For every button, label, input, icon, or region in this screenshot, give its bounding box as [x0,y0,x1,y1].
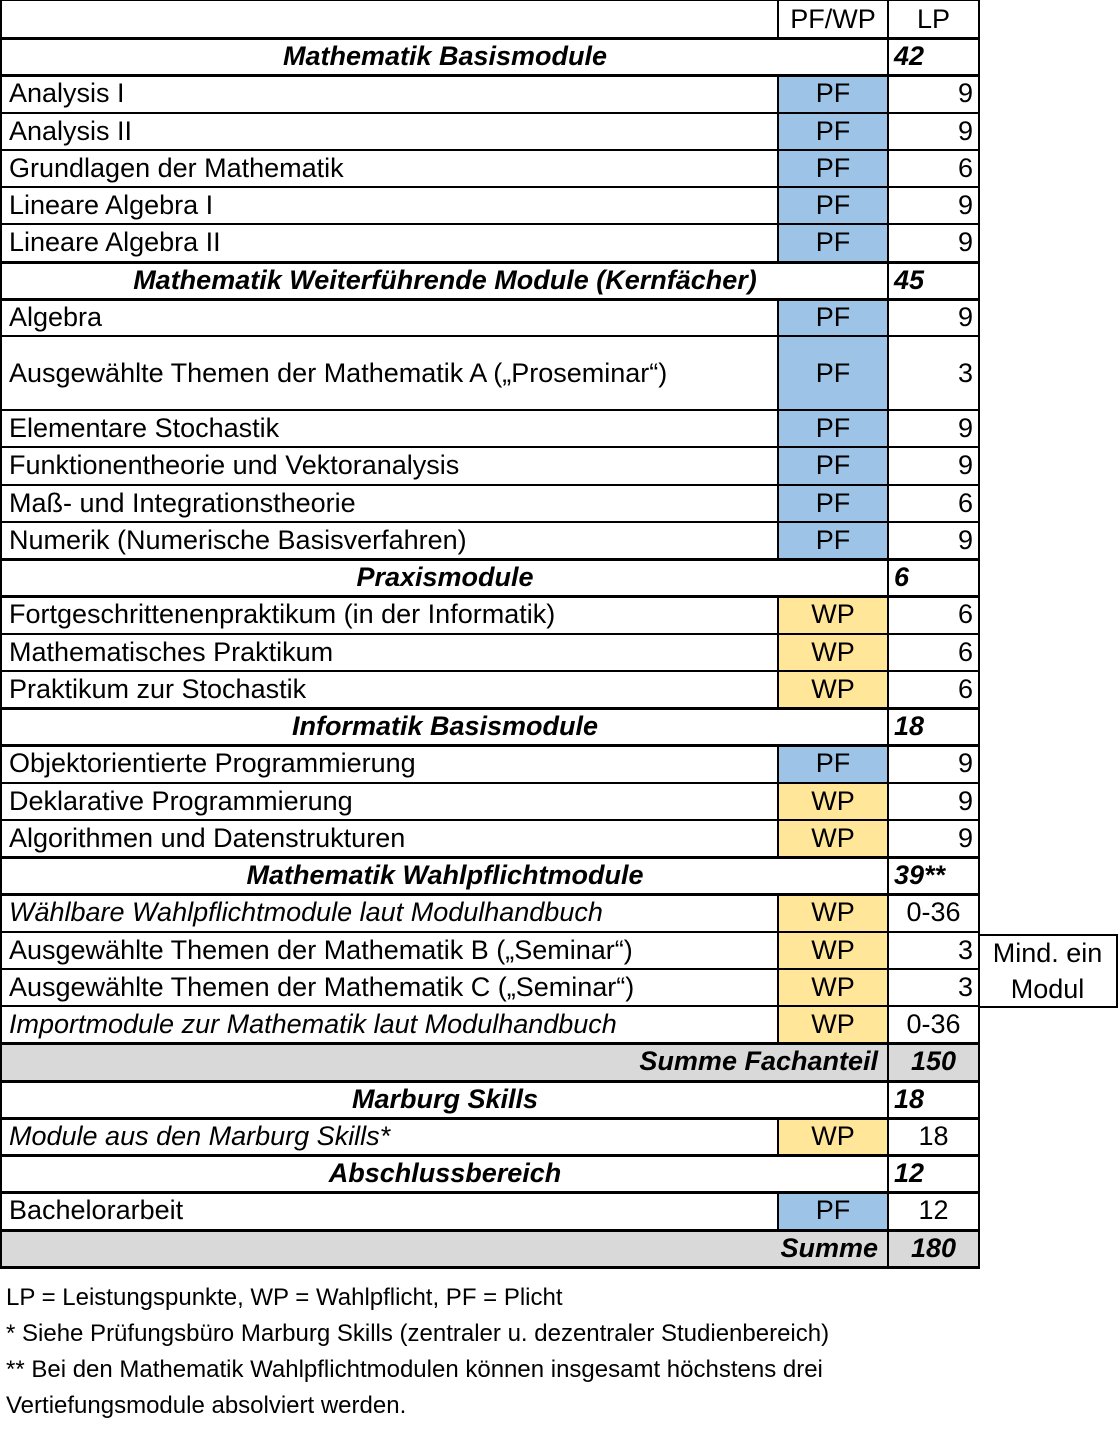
section-title: Praxismodule [356,562,534,593]
section-title: Mathematik Weiterführende Module (Kernfächer) [133,264,757,295]
module-name: Analysis II [9,115,133,146]
row-border [0,112,980,114]
pf-wp-badge: PF [778,1192,888,1229]
section-lp: 6 [894,562,910,593]
module-name: Objektorientierte Programmierung [9,748,416,779]
row-border [0,484,980,486]
section-title: Informatik Basismodule [291,711,599,742]
pf-column-border [777,745,779,782]
pf-column-border [777,596,779,633]
module-name: Algorithmen und Datenstrukturen [9,822,406,853]
pf-column-border [777,447,779,484]
pf-column-border [777,0,779,38]
lp-value: 12 [918,1195,949,1226]
side-note [979,934,1118,1008]
section-lp: 45 [894,264,925,295]
pf-wp-badge: WP [778,1118,888,1155]
row-border [0,633,980,635]
module-row [0,150,980,187]
module-name: Mathematisches Praktikum [9,636,334,667]
module-name: Numerik (Numerische Basisverfahren) [9,524,467,555]
module-row [0,1192,980,1229]
pf-wp-badge: WP [778,969,888,1006]
row-border [0,261,980,264]
module-row [0,820,980,857]
pf-wp-badge: PF [778,336,888,410]
module-row [0,75,980,112]
module-row [0,336,980,410]
lp-value: 0-36 [906,897,961,928]
pf-wp-badge: WP [778,671,888,708]
module-row [0,1118,980,1155]
footnote-marburg-skills: * Siehe Prüfungsbüro Marburg Skills (zentraler u. dezentraler Studienbereich) [6,1320,830,1347]
lp-value: 6 [957,487,973,518]
lp-value: 9 [957,785,973,816]
row-border [0,1080,980,1083]
row-border [0,558,980,561]
row-border [0,782,980,784]
header-pf-wp: PF/WP [790,3,876,34]
side-note-line2: Modul [1010,974,1085,1004]
pf-wp-badge: WP [778,820,888,857]
pf-wp-badge: WP [778,783,888,820]
pf-wp-badge: WP [778,894,888,931]
footnote-wahlpflicht: ** Bei den Mathematik Wahlpflichtmodulen können insgesamt höchstens drei [6,1356,823,1383]
pf-column-border [777,410,779,447]
section-row [0,1155,980,1192]
module-row [0,1006,980,1043]
module-name: Fortgeschrittenenpraktikum (in der Informatik) [9,599,556,630]
row-border [0,893,980,896]
column-border [0,0,2,1267]
footnotes [6,1280,1106,1424]
pf-column-border [777,634,779,671]
row-border [0,1154,980,1157]
pf-wp-badge: PF [778,522,888,559]
pf-column-border [777,969,779,1006]
section-lp: 18 [894,1083,925,1114]
row-border [0,37,980,40]
module-name: Funktionentheorie und Vektoranalysis [9,450,460,481]
pf-column-border [777,820,779,857]
pf-column-border [777,894,779,931]
module-row [0,485,980,522]
pf-column-border [777,299,779,336]
pf-column-border [777,783,779,820]
lp-value: 18 [918,1120,949,1151]
pf-column-border [777,1006,779,1043]
row-border [0,1191,980,1194]
module-row [0,783,980,820]
row-border [0,149,980,151]
sum-title: Summe [2,1230,888,1267]
pf-column-border [777,1192,779,1229]
lp-value: 9 [957,227,973,258]
pf-wp-badge: PF [778,187,888,224]
module-name: Importmodule zur Mathematik laut Modulhandbuch [9,1009,617,1040]
module-name: Ausgewählte Themen der Mathematik B („Seminar“) [9,934,633,965]
lp-value: 6 [957,636,973,667]
header-module-label [2,0,780,38]
section-row [0,1081,980,1118]
lp-value: 9 [957,190,973,221]
lp-value: 0-36 [906,1009,961,1040]
section-row [0,38,980,75]
footnote-legend: LP = Leistungspunkte, WP = Wahlpflicht, PF = Plicht [6,1284,563,1311]
pf-column-border [777,336,779,410]
sum-row [0,1043,980,1080]
lp-value: 6 [957,673,973,704]
sum-lp: 180 [888,1230,979,1267]
module-row [0,671,980,708]
module-name: Lineare Algebra II [9,227,221,258]
sum-title: Summe Fachanteil [2,1043,888,1080]
lp-value: 6 [957,599,973,630]
footnote-wahlpflicht-cont: Vertiefungsmodule absolviert werden. [6,1392,407,1419]
row-border [0,446,980,448]
row-border [0,707,980,710]
section-title: Abschlussbereich [328,1158,562,1189]
pf-wp-badge: PF [778,447,888,484]
pf-column-border [777,522,779,559]
lp-value: 9 [957,301,973,332]
section-title: Mathematik Wahlpflichtmodule [246,860,644,891]
pf-column-border [777,224,779,261]
row-border [0,298,980,301]
lp-value: 3 [957,934,973,965]
module-row [0,224,980,261]
lp-value: 3 [957,357,973,388]
module-row [0,932,980,969]
lp-value: 9 [957,413,973,444]
pf-column-border [777,1118,779,1155]
module-name: Praktikum zur Stochastik [9,673,307,704]
row-border [0,74,980,77]
lp-value: 9 [957,450,973,481]
module-name: Module aus den Marburg Skills* [9,1120,391,1151]
module-name: Deklarative Programmierung [9,785,353,816]
module-name: Ausgewählte Themen der Mathematik C („Seminar“) [9,971,635,1002]
section-lp: 39** [894,860,946,891]
pf-column-border [777,932,779,969]
row-border [0,1266,980,1269]
module-name: Algebra [9,301,103,332]
side-note-line1: Mind. ein [992,938,1103,968]
section-row [0,857,980,894]
lp-value: 9 [957,78,973,109]
row-border [0,744,980,747]
module-row [0,410,980,447]
sum-lp: 150 [888,1043,979,1080]
section-lp: 42 [894,41,925,72]
module-row [0,299,980,336]
row-border [0,1005,980,1007]
column-border [887,0,889,1267]
lp-value: 9 [957,748,973,779]
module-row [0,745,980,782]
module-row [0,187,980,224]
module-name: Ausgewählte Themen der Mathematik A („Proseminar“) [9,357,668,388]
module-name: Wählbare Wahlpflichtmodule laut Modulhandbuch [9,897,603,928]
pf-wp-badge: PF [778,150,888,187]
module-name: Bachelorarbeit [9,1195,184,1226]
pf-wp-badge: PF [778,75,888,112]
module-row [0,522,980,559]
row-border [0,819,980,821]
pf-column-border [777,485,779,522]
module-name: Elementare Stochastik [9,413,280,444]
lp-value: 9 [957,115,973,146]
header-lp: LP [916,3,951,34]
row-border [0,1117,980,1120]
lp-value: 3 [957,971,973,1002]
pf-column-border [777,75,779,112]
row-border [0,186,980,188]
header-row [0,0,980,38]
module-name: Lineare Algebra I [9,190,214,221]
module-row [0,447,980,484]
pf-wp-badge: PF [778,113,888,150]
pf-column-border [777,150,779,187]
row-border [0,931,980,933]
module-name: Maß- und Integrationstheorie [9,487,356,518]
lp-value: 9 [957,822,973,853]
row-border [0,0,980,1]
row-border [0,1229,980,1232]
column-border [978,0,980,1267]
row-border [0,856,980,859]
pf-wp-badge: PF [778,299,888,336]
section-lp: 12 [894,1158,925,1189]
pf-wp-badge: PF [778,485,888,522]
row-border [0,968,980,970]
module-name: Grundlagen der Mathematik [9,152,344,183]
module-row [0,894,980,931]
module-row [0,596,980,633]
pf-wp-badge: PF [778,224,888,261]
section-row [0,262,980,299]
pf-wp-badge: WP [778,596,888,633]
pf-column-border [777,671,779,708]
pf-wp-badge: PF [778,410,888,447]
row-border [0,409,980,411]
section-title: Marburg Skills [351,1083,539,1114]
module-name: Analysis I [9,78,125,109]
pf-wp-badge: WP [778,932,888,969]
pf-wp-badge: PF [778,745,888,782]
section-lp: 18 [894,711,925,742]
module-row [0,113,980,150]
row-border [0,223,980,225]
row-border [0,670,980,672]
row-border [0,595,980,598]
row-border [0,1042,980,1045]
row-border [0,335,980,337]
section-title: Mathematik Basismodule [282,41,608,72]
pf-wp-badge: WP [778,634,888,671]
module-row [0,969,980,1006]
sum-row [0,1230,980,1267]
pf-column-border [777,187,779,224]
pf-column-border [777,113,779,150]
lp-value: 9 [957,524,973,555]
section-row [0,708,980,745]
pf-wp-badge: WP [778,1006,888,1043]
lp-value: 6 [957,152,973,183]
row-border [0,521,980,523]
module-row [0,634,980,671]
section-row [0,559,980,596]
